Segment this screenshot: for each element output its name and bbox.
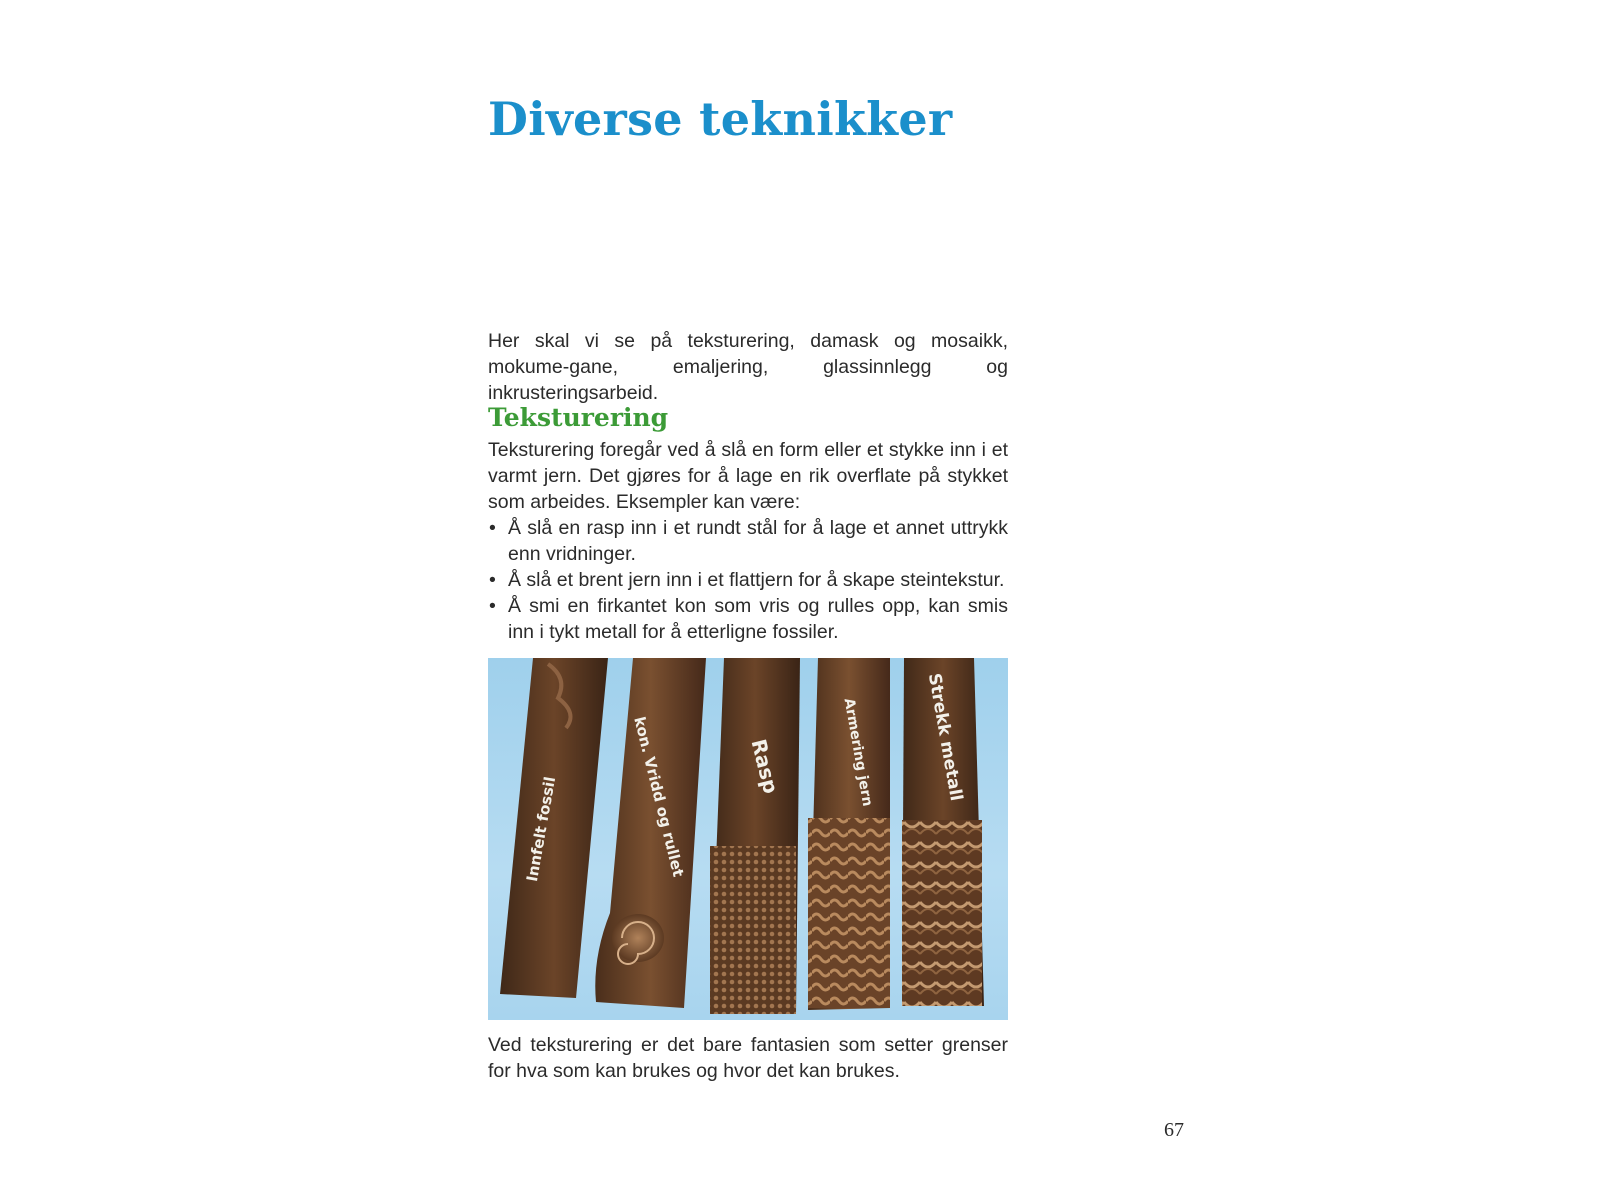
strip-label-1: Innfelt fossil xyxy=(522,775,560,883)
metal-strip-5 xyxy=(902,658,984,1006)
strip-label-3: Rasp xyxy=(746,736,784,796)
metal-strip-4 xyxy=(808,658,890,1010)
strip-label-2: kon. Vridd og rullet xyxy=(630,714,688,879)
body-paragraph: Teksturering foregår ved å slå en form eller et stykke inn i et varmt jern. Det gjøres for å lage en rik overflate på stykket som arbeides. Eksempler kan være: xyxy=(488,439,1008,513)
section-heading: Teksturering xyxy=(488,403,669,432)
metal-strip-3 xyxy=(710,658,800,1014)
intro-paragraph: Her skal vi se på teksturering, damask og mosaikk, mokume-gane, emaljering, glassinnlegg og inkrusteringsarbeid. xyxy=(488,330,1008,404)
texture-samples-photo xyxy=(488,658,1008,1020)
page-title: Diverse teknikker xyxy=(488,92,953,146)
page-number: 67 xyxy=(1164,1119,1184,1141)
photo-caption-block xyxy=(488,1032,1008,1084)
list-item: • Å slå et brent jern inn i et flattjern for å skape steintekstur. xyxy=(488,567,1008,593)
strip-label-5: Strekk metall xyxy=(923,671,966,803)
metal-strip-2 xyxy=(595,658,706,1008)
section-body xyxy=(488,437,1008,645)
list-item: • Å slå en rasp inn i et rundt stål for å lage et annet uttrykk enn vridninger. xyxy=(488,515,1008,567)
metal-strip-1 xyxy=(500,658,608,998)
list-item: • Å smi en firkantet kon som vris og rulles opp, kan smis inn i tykt metall for å etterligne fossiler. xyxy=(488,593,1008,645)
intro-block xyxy=(488,328,1008,406)
bullet-list xyxy=(488,515,1008,645)
strip-label-4: Armering jern xyxy=(840,696,876,808)
photo-caption: Ved teksturering er det bare fantasien som setter grenser for hva som kan brukes og hvor det kan brukes. xyxy=(488,1034,1008,1082)
